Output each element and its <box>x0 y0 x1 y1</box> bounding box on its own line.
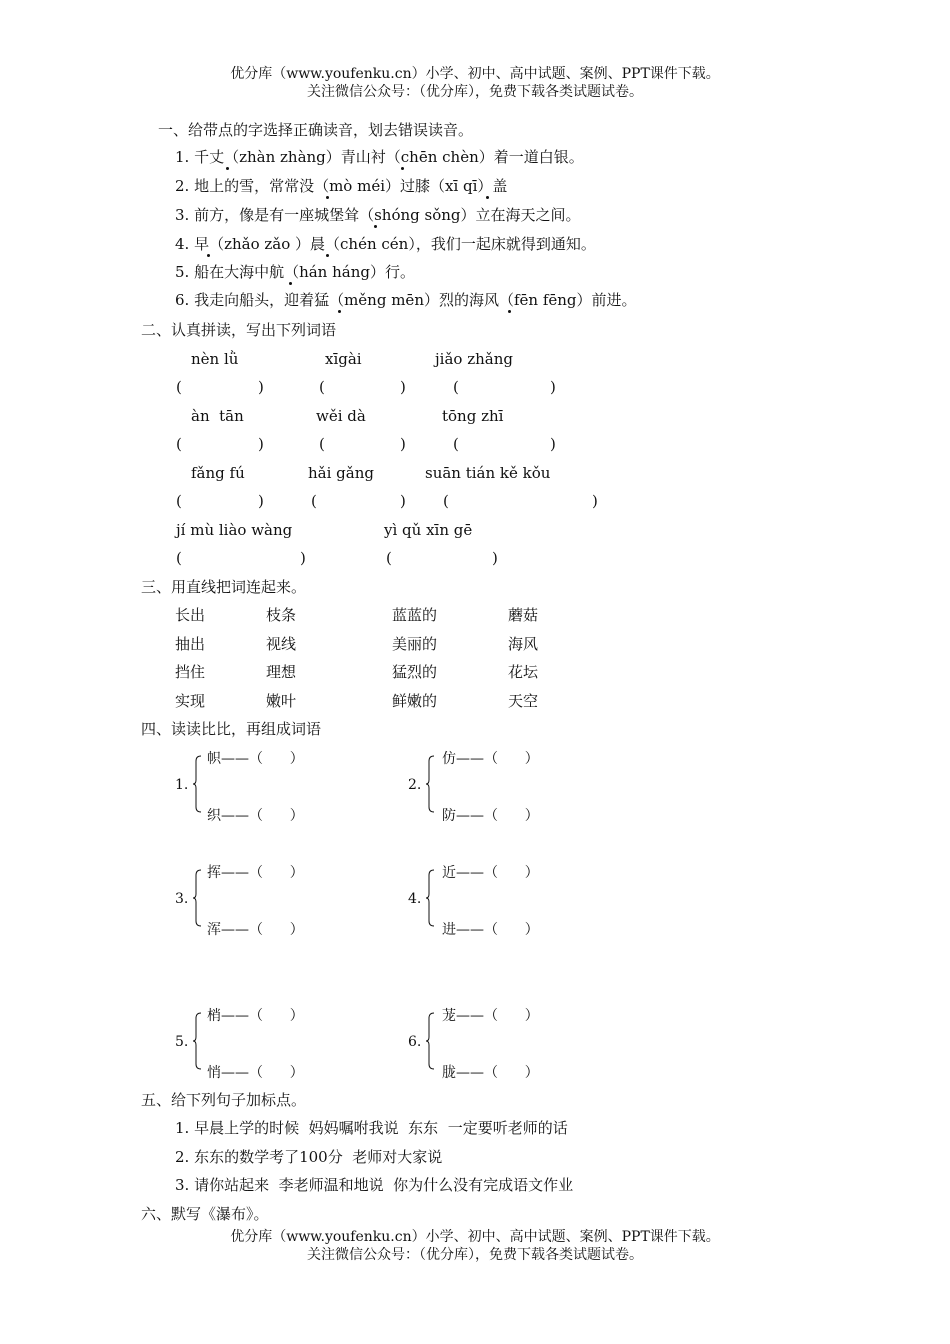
s1-item-1: 1. 千丈（zhàn zhàng）青山衬（chēn chèn）着一道白银。 <box>175 148 584 166</box>
group-number: 6. <box>408 1034 422 1050</box>
group-number: 3. <box>175 891 189 907</box>
s1-item-5: 5. 船在大海中航（hán háng）行。 <box>175 263 415 281</box>
pinyin-6: tōng zhī <box>442 407 504 425</box>
brace-icon <box>193 755 202 813</box>
s1-item-3: 3. 前方，像是有一座城堡耸（shóng sǒng）立在海天之间。 <box>175 206 581 224</box>
match-word: 视线 <box>266 635 297 653</box>
pinyin-7: fǎng fú <box>191 464 245 482</box>
group-number: 1. <box>175 777 189 793</box>
compare-pair: 挥——（ ） <box>207 865 304 881</box>
match-word: 实现 <box>175 692 206 710</box>
emphasis-dot <box>289 282 292 285</box>
brace-icon <box>426 869 435 927</box>
answer-bracket-open: ( <box>319 435 325 453</box>
group-number: 2. <box>408 777 422 793</box>
compare-pair: 帜——（ ） <box>207 751 304 767</box>
s1-item-2: 2. 地上的雪，常常没（mò méi）过膝（xī qī）盖 <box>175 177 508 195</box>
answer-bracket-open: ( <box>176 492 182 510</box>
pinyin-5: wěi dà <box>316 407 366 425</box>
group-number: 5. <box>175 1034 189 1050</box>
section-1-title: 一、给带点的字选择正确读音，划去错误读音。 <box>158 121 474 139</box>
emphasis-dot <box>401 167 404 170</box>
emphasis-dot <box>338 310 341 313</box>
match-word: 猛烈的 <box>392 663 438 681</box>
compare-pair: 悄——（ ） <box>207 1065 304 1081</box>
answer-bracket-close: ) <box>592 492 598 510</box>
emphasis-dot <box>486 196 489 199</box>
page-header-line-1: 优分库（www.youfenku.cn）小学、初中、高中试题、案例、PPT课件下载。 <box>230 66 720 82</box>
brace-icon <box>193 869 202 927</box>
emphasis-dot <box>374 225 377 228</box>
answer-bracket-open: ( <box>453 435 459 453</box>
compare-pair: 织——（ ） <box>207 808 304 824</box>
answer-bracket-open: ( <box>319 378 325 396</box>
match-word: 蘑菇 <box>508 606 539 624</box>
match-word: 天空 <box>508 692 539 710</box>
pinyin-2: xīgài <box>325 350 362 368</box>
emphasis-dot <box>207 254 210 257</box>
answer-bracket-open: ( <box>453 378 459 396</box>
section-6-title: 六、默写《瀑布》。 <box>141 1205 269 1223</box>
page-footer-line-2: 关注微信公众号：（优分库），免费下载各类试题试卷。 <box>307 1247 643 1263</box>
answer-bracket-open: ( <box>176 435 182 453</box>
compare-pair: 茏——（ ） <box>442 1008 539 1024</box>
compare-pair: 防——（ ） <box>442 808 539 824</box>
compare-pair: 仿——（ ） <box>442 751 539 767</box>
match-word: 理想 <box>266 663 297 681</box>
answer-bracket-open: ( <box>311 492 317 510</box>
brace-icon <box>426 1012 435 1070</box>
answer-bracket-close: ) <box>400 492 406 510</box>
pinyin-9: suān tián kě kǒu <box>425 464 551 482</box>
pinyin-3: jiǎo zhǎng <box>435 350 513 368</box>
pinyin-10: jí mù liào wàng <box>176 521 293 539</box>
s5-item-3: 3. 请你站起来 李老师温和地说 你为什么没有完成语文作业 <box>175 1176 574 1194</box>
group-number: 4. <box>408 891 422 907</box>
emphasis-dot <box>508 310 511 313</box>
brace-icon <box>193 1012 202 1070</box>
match-word: 蓝蓝的 <box>392 606 438 624</box>
answer-bracket-close: ) <box>258 492 264 510</box>
compare-pair: 近——（ ） <box>442 865 539 881</box>
brace-icon <box>426 755 435 813</box>
answer-bracket-close: ) <box>550 435 556 453</box>
page-header-line-2: 关注微信公众号：（优分库），免费下载各类试题试卷。 <box>307 84 643 100</box>
answer-bracket-open: ( <box>386 549 392 567</box>
match-word: 挡住 <box>175 663 206 681</box>
section-5-title: 五、给下列句子加标点。 <box>141 1091 307 1109</box>
compare-pair: 胧——（ ） <box>442 1065 539 1081</box>
answer-bracket-close: ) <box>400 378 406 396</box>
answer-bracket-close: ) <box>400 435 406 453</box>
compare-pair: 浑——（ ） <box>207 922 304 938</box>
answer-bracket-open: ( <box>176 549 182 567</box>
match-word: 嫩叶 <box>266 692 297 710</box>
pinyin-1: nèn lǜ <box>191 350 239 368</box>
emphasis-dot <box>326 196 329 199</box>
section-3-title: 三、用直线把词连起来。 <box>141 578 307 596</box>
s1-item-4: 4. 早（zhǎo zǎo ）晨（chén cén），我们一起床就得到通知。 <box>175 235 596 253</box>
section-4-title: 四、读读比比，再组成词语 <box>141 720 322 738</box>
pinyin-4: àn tān <box>191 407 244 425</box>
answer-bracket-close: ) <box>550 378 556 396</box>
answer-bracket-close: ) <box>258 435 264 453</box>
s5-item-1: 1. 早晨上学的时候 妈妈嘱咐我说 东东 一定要听老师的话 <box>175 1119 568 1137</box>
page-footer-line-1: 优分库（www.youfenku.cn）小学、初中、高中试题、案例、PPT课件下载。 <box>230 1229 720 1245</box>
answer-bracket-close: ) <box>258 378 264 396</box>
pinyin-11: yì qǔ xīn gē <box>384 521 473 539</box>
match-word: 抽出 <box>175 635 206 653</box>
answer-bracket-open: ( <box>443 492 449 510</box>
compare-pair: 进——（ ） <box>442 922 539 938</box>
s5-item-2: 2. 东东的数学考了100分 老师对大家说 <box>175 1148 443 1166</box>
s1-item-6: 6. 我走向船头，迎着猛（měng mēn）烈的海风（fēn fēng）前进。 <box>175 291 637 309</box>
section-2-title: 二、认真拼读，写出下列词语 <box>141 321 337 339</box>
match-word: 美丽的 <box>392 635 438 653</box>
match-word: 长出 <box>175 606 206 624</box>
answer-bracket-open: ( <box>176 378 182 396</box>
emphasis-dot <box>226 167 229 170</box>
match-word: 枝条 <box>266 606 297 624</box>
compare-pair: 梢——（ ） <box>207 1008 304 1024</box>
match-word: 鲜嫩的 <box>392 692 438 710</box>
emphasis-dot <box>326 254 329 257</box>
pinyin-8: hǎi gǎng <box>308 464 374 482</box>
match-word: 海风 <box>508 635 539 653</box>
match-word: 花坛 <box>508 663 539 681</box>
answer-bracket-close: ) <box>300 549 306 567</box>
answer-bracket-close: ) <box>492 549 498 567</box>
